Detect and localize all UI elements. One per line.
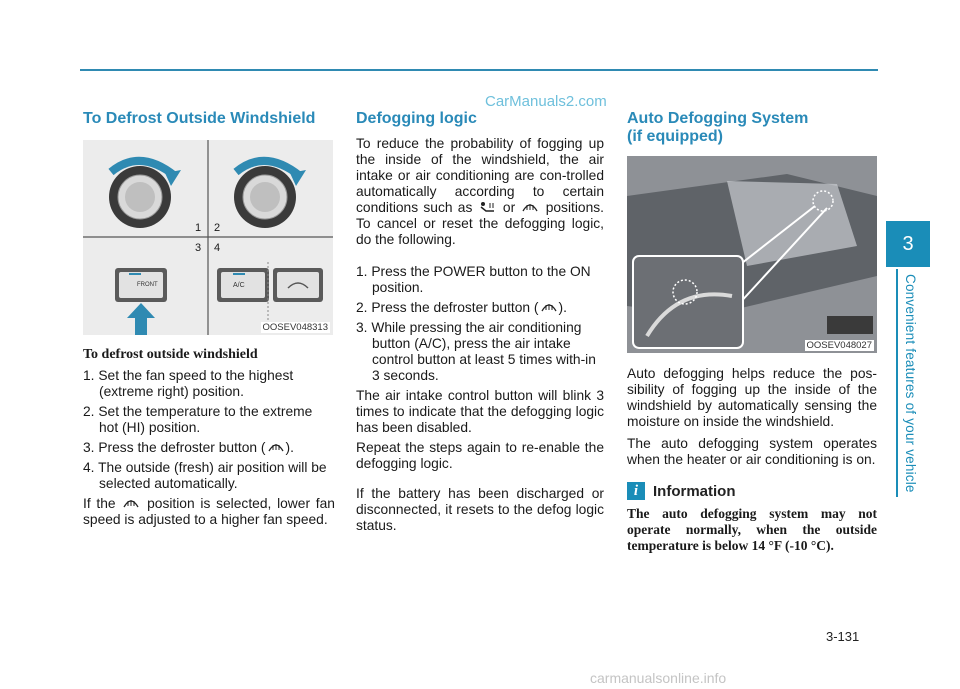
press-arrow-icon: [127, 303, 155, 335]
floor-defrost-icon: [478, 201, 498, 213]
auto-defog-operation: The auto defogging system operates when the heater or air conditioning is on.: [627, 436, 877, 467]
note-text-end: position is selected, lower fan speed is adjusted to a higher fan speed.: [83, 496, 335, 527]
information-title: Information: [653, 482, 736, 500]
section-title-defogging: Defogging logic: [356, 110, 477, 127]
climate-controls-illustration: [83, 140, 333, 335]
fan-speed-knob: [109, 161, 181, 228]
ac-button-label: A/C: [233, 282, 245, 289]
list-item: [356, 320, 604, 384]
step-text: 1. Press the POWER button to the ON position.: [356, 264, 591, 295]
defogging-intro: [356, 136, 604, 248]
title-line: (if equipped): [627, 128, 723, 145]
step-text: 1. Set the fan speed to the highest (extreme right) position.: [83, 368, 294, 399]
defogging-steps: [356, 264, 604, 384]
list-item: [83, 368, 335, 400]
defroster-icon: [539, 301, 559, 313]
list-item: [356, 300, 604, 316]
intro-text-end: positions. To cancel or reset the defogging logic, do the following.: [356, 200, 604, 247]
figure-number-2: 2: [214, 222, 221, 234]
information-icon: i: [627, 482, 645, 500]
step-text: 2. Set the temperature to the extreme hot (HI) position.: [83, 404, 313, 435]
information-header: [627, 482, 877, 500]
defroster-icon: [520, 201, 540, 213]
figure-number-1: 1: [195, 222, 202, 234]
information-body: The auto defogging system may not operate normally, when the outside temperature is below 14 °F (-10 °C).: [627, 506, 877, 553]
list-item: [356, 264, 604, 296]
figure-code: OOSEV048313: [262, 322, 328, 333]
intro-text: To reduce the probability of fogging up the inside of the windshield, the air intake or air conditioning are con-trolled automatically according to certain conditions such as: [356, 136, 604, 215]
chapter-label: Convenient features of your vehicle: [903, 274, 918, 493]
auto-defog-desc: Auto defogging helps reduce the pos-sibility of fogging up the inside of the windshield by automatically sensing the moisture on inside the windshield.: [627, 366, 877, 429]
list-item: [83, 440, 335, 456]
note-text-start: If the: [83, 496, 116, 511]
chapter-rule: [896, 269, 898, 497]
subsection-title: To defrost outside windshield: [83, 347, 258, 362]
figure-number-4: 4: [214, 242, 221, 254]
list-item: [83, 404, 335, 436]
defroster-icon: [266, 441, 286, 453]
column-defogging-logic: [356, 110, 604, 534]
battery-note: If the battery has been discharged or disconnected, it resets to the defog logic status.: [356, 486, 604, 533]
step-text-end: ).: [285, 440, 294, 455]
fan-note: [83, 496, 335, 528]
step-text: 3. Press the defroster button (: [83, 440, 266, 455]
chapter-tab: [886, 221, 930, 267]
step-text: 3. While pressing the air conditioning button (A/C), press the air intake control button at least 5 times with-in 3 seconds.: [356, 320, 596, 383]
step-text: 2. Press the defroster button (: [356, 300, 539, 315]
defroster-icon: [121, 497, 141, 509]
footer-watermark: carmanualsonline.info: [590, 670, 727, 686]
page-number: 3-131: [826, 629, 860, 644]
column-defrost-outside: [83, 110, 335, 528]
header-rule: [80, 69, 878, 71]
figure-number-3: 3: [195, 242, 202, 254]
chapter-number: 3: [902, 232, 914, 255]
title-line: Auto Defogging System: [627, 110, 809, 127]
repeat-note: Repeat the steps again to re-enable the defogging logic.: [356, 440, 604, 471]
section-title-auto-defog: [627, 110, 877, 146]
intro-or: or: [502, 200, 516, 215]
defrost-steps: [83, 368, 335, 492]
step-text: 4. The outside (fresh) air position will be selected automatically.: [83, 460, 327, 491]
figure-code: OOSEV048027: [806, 340, 872, 351]
blink-note: The air intake control button will blink 3 times to indicate that the defogging logic has been disabled.: [356, 388, 604, 435]
list-item: [83, 460, 335, 492]
watermark: CarManuals2.com: [485, 93, 607, 110]
windshield-sensor-illustration: [627, 156, 877, 353]
step-text-end: ).: [558, 300, 567, 315]
column-auto-defogging: [627, 110, 877, 554]
front-button-label: FRONT: [137, 282, 158, 288]
temperature-knob: [234, 161, 306, 228]
section-title-defrost: To Defrost Outside Windshield: [83, 110, 316, 127]
figure-climate-controls: [83, 140, 333, 335]
figure-windshield-sensor: [627, 156, 877, 353]
